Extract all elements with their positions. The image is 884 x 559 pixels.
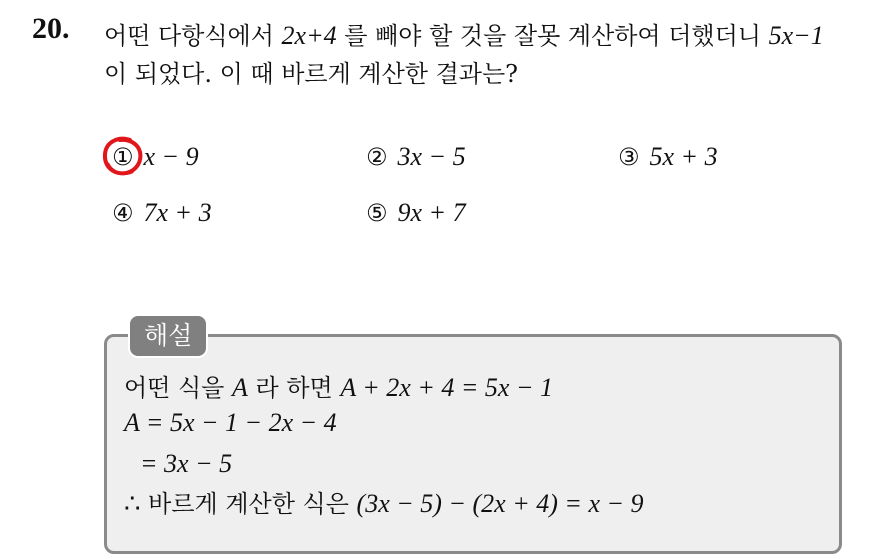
choice-number: ④ [112, 199, 134, 227]
choice-expression: 7x + 3 [143, 198, 212, 227]
question-line-2: 이 되었다. 이 때 바르게 계산한 결과는? [104, 60, 519, 88]
question-expression: 5x−1 [768, 21, 824, 50]
therefore-symbol: ∴ [124, 489, 141, 518]
choice-expression: x − 9 [143, 142, 199, 171]
solution-expression: A + 2x + 4 = 5x − 1 [340, 373, 554, 402]
answer-mark-circle [100, 134, 146, 178]
solution-tab-label: 해설 [128, 314, 208, 358]
solution-variable: A [232, 373, 248, 402]
solution-expression: (3x − 5) − (2x + 4) = x − 9 [356, 489, 644, 518]
choice-number: ① [112, 143, 134, 171]
solution-line-3: = 3x − 5 [140, 449, 233, 478]
choice-number: ③ [618, 143, 640, 171]
problem-number: 20. [32, 12, 70, 45]
question-text: 를 빼야 할 것을 잘못 계산하여 더했더니 [336, 22, 769, 50]
choice-5[interactable] [366, 198, 466, 228]
solution-text: 라 하면 [247, 374, 341, 402]
choice-expression: 5x + 3 [649, 142, 718, 171]
solution-text: 바르게 계산한 식은 [140, 490, 357, 518]
choice-expression: 9x + 7 [397, 198, 466, 227]
question-line-1 [104, 16, 824, 51]
solution-line-2: A = 5x − 1 − 2x − 4 [124, 408, 337, 437]
choice-4[interactable] [112, 198, 212, 228]
choice-2[interactable] [366, 142, 466, 172]
choice-3[interactable] [618, 142, 718, 172]
choice-expression: 3x − 5 [397, 142, 466, 171]
solution-text: 어떤 식을 [124, 374, 232, 402]
solution-line-1 [124, 368, 553, 403]
choice-number: ⑤ [366, 199, 388, 227]
solution-box [104, 334, 842, 554]
question-text: 어떤 다항식에서 [104, 22, 282, 50]
question-expression: 2x+4 [281, 21, 337, 50]
choice-number: ② [366, 143, 388, 171]
solution-line-4 [124, 484, 644, 519]
